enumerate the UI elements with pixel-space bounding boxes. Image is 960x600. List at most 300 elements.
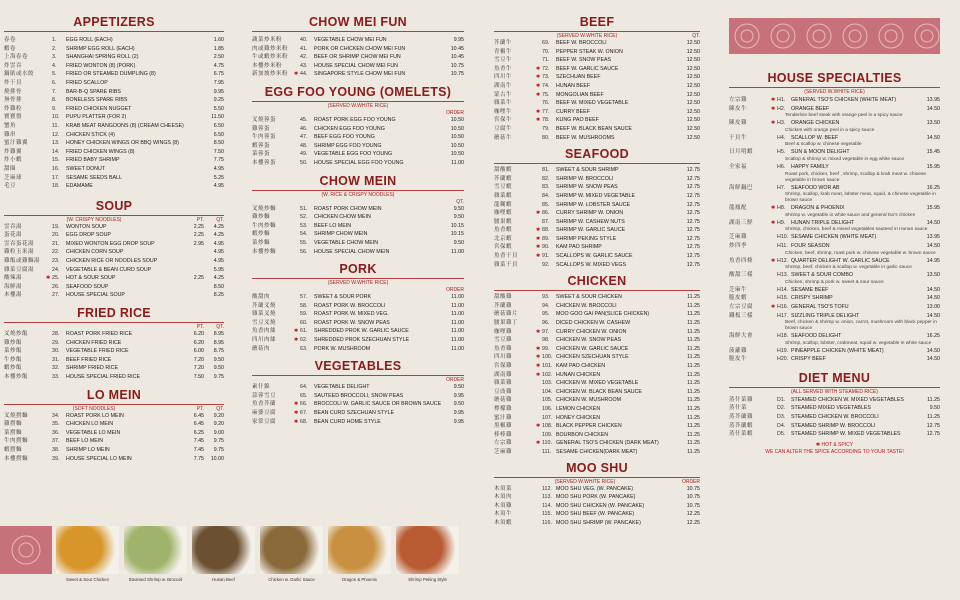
- menu-item[interactable]: [494, 319, 700, 328]
- item-name: BONELESS SPARE RIBS: [66, 97, 128, 104]
- section-title: MOO SHU: [566, 460, 628, 475]
- item-number: 77.: [542, 108, 550, 115]
- item-chinese-name: 炸雞翼: [4, 148, 23, 155]
- menu-item[interactable]: [4, 429, 224, 438]
- item-description: Chicken with orange peel in a spicy sauce: [785, 127, 875, 133]
- item-chinese-name: 雪豆牛: [494, 57, 513, 64]
- menu-item[interactable]: [494, 218, 700, 227]
- section-title: SOUP: [95, 198, 133, 213]
- items-chow-mei-fun: [252, 36, 464, 79]
- item-price: 10.00: [210, 455, 224, 462]
- item-price: 9.20: [213, 412, 224, 419]
- item-description: Chicken, beef, shrimp, roast pork w. chinese vegetable w. brown sauce: [785, 250, 936, 256]
- item-price: 12.50: [686, 108, 700, 115]
- menu-item[interactable]: [494, 405, 700, 414]
- item-number: 112.: [542, 485, 552, 492]
- menu-item[interactable]: [4, 455, 224, 464]
- item-price: 10.50: [450, 116, 464, 123]
- menu-item[interactable]: [494, 201, 700, 210]
- item-name: CHICKEN W. MUSHROOM: [556, 397, 622, 404]
- item-number: 101.: [542, 363, 553, 369]
- menu-item[interactable]: [494, 510, 700, 519]
- menu-item[interactable]: [252, 248, 464, 257]
- menu-item[interactable]: [494, 65, 700, 74]
- divider: [494, 477, 700, 478]
- item-number: 7.: [52, 88, 57, 95]
- menu-item[interactable]: [494, 502, 700, 511]
- item-price: 8.50: [213, 140, 224, 147]
- menu-item[interactable]: [252, 418, 464, 427]
- item-chinese-name: 芥蘭叉燒: [252, 302, 277, 309]
- item-chinese-name: 蝦撈麵: [4, 446, 23, 453]
- item-price: 14.50: [926, 219, 940, 226]
- hot-spicy-icon: ✱: [771, 219, 776, 226]
- item-chinese-name: 左宗雞: [494, 440, 513, 447]
- item-price-pt: 7.45: [193, 438, 204, 445]
- menu-item[interactable]: [252, 392, 464, 401]
- item-name: SHRIMP W. BROCCOLI: [556, 175, 614, 182]
- menu-item[interactable]: [494, 293, 700, 302]
- menu-item[interactable]: [252, 53, 464, 62]
- menu-item[interactable]: [4, 437, 224, 446]
- item-name: SIZZLING TRIPLE DELIGHT: [791, 312, 860, 319]
- menu-item[interactable]: [494, 252, 700, 261]
- menu-item[interactable]: [4, 139, 224, 148]
- item-price: 12.75: [686, 192, 700, 199]
- menu-item[interactable]: [494, 91, 700, 100]
- section-lo-mein: [4, 387, 224, 464]
- item-number: 62.: [300, 337, 308, 344]
- menu-item[interactable]: [4, 105, 224, 114]
- item-price: 12.75: [686, 261, 700, 268]
- item-price: 12.75: [686, 235, 700, 242]
- menu-item[interactable]: [729, 422, 940, 431]
- item-number: 73.: [542, 74, 550, 81]
- item-price: 8.50: [213, 283, 224, 290]
- item-name: FRIED CHICKEN NUGGET: [66, 105, 132, 112]
- hot-spicy-icon: ✱: [536, 82, 541, 89]
- sub-note: (SOFT NOODLES): [72, 405, 116, 412]
- item-price: 8.95: [213, 331, 224, 338]
- item-chinese-name: 素什錦: [252, 384, 271, 391]
- item-number: 91.: [542, 253, 550, 260]
- item-chinese-name: 蒜蓉雪豆: [252, 392, 277, 399]
- menu-item[interactable]: [4, 248, 224, 257]
- menu-item[interactable]: [252, 45, 464, 54]
- item-name: MOO SHU BEEF (W. PANCAKE): [556, 511, 635, 518]
- menu-item[interactable]: [4, 364, 224, 373]
- menu-item[interactable]: [252, 383, 464, 392]
- menu-item[interactable]: [494, 493, 700, 502]
- menu-item[interactable]: [494, 99, 700, 108]
- item-price: 9.50: [453, 384, 464, 391]
- menu-item[interactable]: [494, 261, 700, 270]
- item-number: 13.: [52, 140, 60, 147]
- menu-item[interactable]: [729, 119, 940, 128]
- item-chinese-name: 蜜汁雞翼: [4, 140, 29, 147]
- item-chinese-name: 木須蝦: [494, 519, 513, 526]
- menu-item[interactable]: [729, 242, 940, 251]
- item-name: CHICKEN W. MIXED VEGETABLE: [556, 380, 639, 387]
- section-title: DIET MENU: [798, 370, 871, 385]
- item-chinese-name: 本樓炒麵: [252, 248, 277, 255]
- item-name: VEGETABLE LO MEIN: [66, 429, 121, 436]
- item-name: ROAST PORK W. SNOW PEAS: [314, 319, 390, 326]
- menu-item[interactable]: [252, 70, 464, 79]
- menu-item[interactable]: [729, 148, 940, 157]
- item-chinese-name: 本樓炒米粉: [252, 62, 283, 69]
- item-price: 8.25: [213, 292, 224, 299]
- menu-item[interactable]: [729, 355, 940, 364]
- menu-item[interactable]: [252, 302, 464, 311]
- menu-item[interactable]: [252, 150, 464, 159]
- item-name: QUARTER DELIGHT W. GARLIC SAUCE: [791, 257, 890, 264]
- item-number: 108.: [542, 423, 553, 430]
- menu-item[interactable]: [729, 96, 940, 105]
- item-chinese-name: 龍鳳配: [729, 205, 748, 212]
- menu-item[interactable]: [252, 230, 464, 239]
- menu-item[interactable]: [494, 183, 700, 192]
- menu-item[interactable]: [4, 291, 224, 300]
- item-name: MOO SHU CHICKEN (W. PANCAKE): [556, 502, 645, 509]
- item-chinese-name: 雞粒玉米湯: [4, 249, 35, 256]
- menu-item[interactable]: [4, 53, 224, 62]
- menu-item[interactable]: [4, 165, 224, 174]
- menu-item[interactable]: [494, 439, 700, 448]
- menu-item[interactable]: [4, 339, 224, 348]
- menu-item[interactable]: [252, 36, 464, 45]
- item-name: SCALLOPS W. GARLIC SAUCE: [556, 253, 633, 260]
- hot-spicy-icon: ✱: [771, 105, 776, 112]
- menu-item[interactable]: [494, 192, 700, 201]
- menu-item[interactable]: [252, 239, 464, 248]
- item-name: BEEF OR SHRIMP CHOW MEI FUN: [314, 54, 401, 61]
- menu-item[interactable]: [729, 303, 940, 312]
- item-number: 46.: [300, 125, 308, 132]
- item-number: 9.: [52, 105, 57, 112]
- hot-spicy-icon: ✱: [771, 205, 776, 212]
- menu-item[interactable]: [494, 125, 700, 134]
- item-number: 80.: [542, 134, 550, 141]
- menu-item[interactable]: [494, 56, 700, 65]
- menu-item[interactable]: [494, 175, 700, 184]
- item-chinese-name: 豆豉雞: [494, 388, 513, 395]
- item-price: 11.25: [927, 396, 940, 403]
- item-number: 17.: [52, 174, 60, 181]
- menu-item[interactable]: [494, 116, 700, 125]
- menu-item[interactable]: [4, 131, 224, 140]
- item-price: 11.50: [211, 114, 224, 121]
- item-price: 11.00: [451, 159, 464, 166]
- menu-item[interactable]: [4, 36, 224, 45]
- divider: [252, 278, 464, 279]
- photo-caption: Sweet & Sour Chicken: [66, 577, 109, 582]
- menu-item[interactable]: [4, 412, 224, 421]
- hot-spicy-icon: ✱: [536, 345, 541, 352]
- item-price: 11.25: [687, 448, 700, 455]
- menu-item[interactable]: [4, 156, 224, 165]
- menu-item[interactable]: [494, 166, 700, 175]
- item-chinese-name: 北京蝦: [494, 235, 513, 242]
- item-name: SEAFOOD DELIGHT: [791, 333, 842, 340]
- item-chinese-name: 本樓撈麵: [4, 455, 29, 462]
- menu-item[interactable]: [252, 133, 464, 142]
- item-number: 8.: [52, 97, 57, 104]
- menu-item[interactable]: [252, 116, 464, 125]
- menu-item[interactable]: [729, 204, 940, 213]
- item-chinese-name: 蝦蓉蛋: [252, 142, 271, 149]
- menu-item[interactable]: [729, 312, 940, 321]
- menu-item[interactable]: [494, 353, 700, 362]
- item-number: 33.: [52, 374, 60, 380]
- menu-item[interactable]: [252, 222, 464, 231]
- items-lo-mein: [4, 412, 224, 464]
- menu-item[interactable]: [252, 319, 464, 328]
- menu-item[interactable]: [729, 163, 940, 172]
- section-beef: [494, 14, 700, 142]
- menu-item[interactable]: [494, 485, 700, 494]
- menu-item[interactable]: [729, 430, 940, 439]
- item-description: Beef, chicken & shrimp w. onion, carrot, mushroom with black pepper in brown sauce: [785, 320, 937, 332]
- menu-item[interactable]: [4, 231, 224, 240]
- col-header-qt: QT.: [216, 216, 224, 223]
- menu-item[interactable]: [252, 345, 464, 354]
- item-name: ROAST PORK W. BROCCOLI: [314, 302, 386, 309]
- menu-item[interactable]: [494, 396, 700, 405]
- item-name: CRISPY BEEF: [791, 356, 826, 363]
- item-name: CURRY BEEF: [556, 108, 590, 115]
- item-name: SZECHUAN BEEF: [556, 74, 601, 81]
- item-number: 10.: [52, 114, 60, 121]
- item-chinese-name: 上海春卷: [4, 54, 29, 61]
- menu-item[interactable]: [494, 310, 700, 319]
- item-chinese-name: 雜菜干貝: [494, 261, 519, 268]
- menu-item[interactable]: [729, 294, 940, 303]
- menu-item[interactable]: [494, 414, 700, 423]
- item-price: 13.95: [926, 234, 940, 241]
- menu-item[interactable]: [494, 422, 700, 431]
- item-chinese-name: 蝦炒麵: [252, 231, 271, 238]
- menu-item[interactable]: [494, 388, 700, 397]
- item-price: 16.25: [926, 184, 940, 191]
- menu-item[interactable]: [729, 271, 940, 280]
- section-chow-mein: [252, 173, 464, 257]
- item-number: 89.: [542, 235, 550, 242]
- menu-item[interactable]: [729, 404, 940, 413]
- menu-item[interactable]: [494, 73, 700, 82]
- menu-item[interactable]: [729, 396, 940, 405]
- menu-item[interactable]: [4, 420, 224, 429]
- item-number: 64.: [300, 384, 308, 391]
- menu-item[interactable]: [252, 62, 464, 71]
- menu-item[interactable]: [4, 446, 224, 455]
- item-number: 83.: [542, 184, 550, 191]
- menu-item[interactable]: [494, 336, 700, 345]
- menu-item[interactable]: [729, 332, 940, 341]
- menu-item[interactable]: [4, 88, 224, 97]
- item-number: 3.: [52, 54, 57, 61]
- food-image: [192, 526, 255, 574]
- item-chinese-name: 雲吞蛋花湯: [4, 240, 35, 247]
- item-name: SWEET & SOUR CHICKEN: [556, 294, 622, 301]
- menu-item[interactable]: [4, 113, 224, 122]
- menu-item[interactable]: [494, 519, 700, 528]
- item-price: 10.75: [450, 62, 464, 69]
- menu-item[interactable]: [4, 45, 224, 54]
- menu-item[interactable]: [4, 274, 224, 283]
- item-chinese-name: 魚香干貝: [494, 253, 519, 260]
- item-name: HUNAN CHICKEN: [556, 371, 601, 378]
- menu-item[interactable]: [4, 373, 224, 382]
- item-price: 9.75: [213, 446, 224, 453]
- menu-item[interactable]: [494, 448, 700, 457]
- menu-item[interactable]: [4, 174, 224, 183]
- menu-item[interactable]: [729, 413, 940, 422]
- item-number: 19.: [52, 223, 60, 230]
- item-number: 94.: [542, 302, 550, 309]
- menu-item[interactable]: [494, 431, 700, 440]
- section-title: APPETIZERS: [73, 15, 155, 29]
- menu-item[interactable]: [4, 356, 224, 365]
- menu-item[interactable]: [252, 400, 464, 409]
- item-price: 12.75: [686, 227, 700, 234]
- item-name: PEPPER STEAK W. ONION: [556, 48, 623, 55]
- menu-item[interactable]: [494, 235, 700, 244]
- item-price-pt: 6.00: [193, 348, 204, 355]
- item-price: 9.50: [213, 365, 224, 372]
- menu-item[interactable]: [494, 108, 700, 117]
- menu-item[interactable]: [4, 223, 224, 232]
- item-price: 10.45: [450, 54, 464, 61]
- item-name: STEAMED CHICKEN W. BROCCOLI: [791, 414, 879, 421]
- menu-item[interactable]: [252, 125, 464, 134]
- menu-item[interactable]: [252, 213, 464, 222]
- item-price-pt: 2.25: [193, 232, 204, 239]
- item-chinese-name: 芝麻球: [4, 174, 23, 181]
- menu-item[interactable]: [494, 345, 700, 354]
- item-number: 99.: [542, 345, 550, 352]
- item-price: 12.25: [686, 519, 700, 526]
- section-title: VEGETABLES: [314, 359, 402, 374]
- menu-item[interactable]: [252, 159, 464, 168]
- col-header-pt: PT.: [196, 216, 204, 223]
- menu-item[interactable]: [4, 283, 224, 292]
- item-name: SHRIMP W. GARLIC SAUCE: [556, 227, 626, 234]
- item-number: H11.: [777, 242, 788, 249]
- item-price: 5.50: [213, 105, 224, 112]
- item-price-pt: 7.75: [193, 455, 204, 462]
- menu-item[interactable]: [252, 310, 464, 319]
- item-number: 56.: [300, 248, 308, 255]
- menu-item[interactable]: [252, 336, 464, 345]
- menu-item[interactable]: [494, 379, 700, 388]
- item-price: 11.25: [687, 388, 700, 395]
- menu-item[interactable]: [494, 82, 700, 91]
- menu-item[interactable]: [729, 286, 940, 295]
- item-price: 13.95: [926, 97, 940, 103]
- menu-item[interactable]: [4, 257, 224, 266]
- menu-item[interactable]: [494, 39, 700, 48]
- menu-item[interactable]: [252, 409, 464, 418]
- item-name: HOT & SOUR SOUP: [66, 275, 116, 282]
- menu-item[interactable]: [494, 302, 700, 311]
- menu-item[interactable]: [494, 328, 700, 337]
- menu-item[interactable]: [729, 233, 940, 242]
- item-name: FRIED OR STEAMED DUMPLING (8): [66, 71, 156, 78]
- item-name: MONGOLIAN BEEF: [556, 91, 604, 98]
- item-chinese-name: 酸甜肉: [252, 294, 271, 301]
- item-price: 6.50: [213, 131, 224, 138]
- item-name: PUPU PLATTER (FOR 2): [66, 114, 127, 121]
- menu-item[interactable]: [4, 96, 224, 105]
- item-price-pt: 2.25: [193, 223, 204, 230]
- item-name: MOO GOO GAI PAN(SLICE CHICKEN): [556, 311, 650, 318]
- menu-item[interactable]: [494, 48, 700, 57]
- menu-item[interactable]: [252, 327, 464, 336]
- menu-item[interactable]: [252, 293, 464, 302]
- item-name: HOUSE SPECIAL FRIED RICE: [66, 374, 140, 380]
- item-description: Tenderloin beef steak with orange peel in a spicy sauce: [785, 113, 903, 119]
- item-number: 87.: [542, 218, 550, 225]
- item-chinese-name: 酸甜三樣: [729, 272, 754, 279]
- menu-item[interactable]: [4, 148, 224, 157]
- item-price: 10.75: [686, 485, 700, 492]
- item-chinese-name: 海鮮鍋巴: [729, 184, 754, 191]
- menu-item[interactable]: [729, 184, 940, 193]
- menu-item[interactable]: [252, 205, 464, 214]
- menu-item[interactable]: [494, 134, 700, 143]
- item-name: SHRIMP W. SNOW PEAS: [556, 184, 618, 191]
- item-name: SEAFOOD SOUP: [66, 283, 109, 290]
- item-description: Shrimp, chicken, beef & mixed vegetables sauteed in Hunan sauce: [785, 227, 928, 233]
- item-name: CHICKEN STICK (4): [66, 131, 115, 138]
- item-chinese-name: 宮保蝦: [494, 244, 513, 251]
- item-chinese-name: 新加坡炒米粉: [252, 71, 289, 78]
- item-number: 36.: [52, 429, 60, 436]
- menu-item[interactable]: [4, 79, 224, 88]
- item-name: VEGETABLE FRIED RICE: [66, 348, 129, 355]
- item-name: STEAMED MIXED VEGETABLES: [791, 405, 871, 412]
- menu-item[interactable]: [4, 62, 224, 71]
- item-chinese-name: 芝麻雞: [494, 448, 513, 455]
- items-egg-foo-young: [252, 116, 464, 168]
- item-price: 14.50: [926, 347, 940, 354]
- item-chinese-name: 雪豆雞: [494, 337, 513, 344]
- menu-item[interactable]: [252, 142, 464, 151]
- item-number: H7.: [777, 184, 786, 191]
- item-name: GENERAL TSO'S TOFU: [791, 303, 849, 310]
- menu-item[interactable]: [4, 70, 224, 79]
- menu-item[interactable]: [729, 105, 940, 114]
- item-number: 14.: [52, 148, 60, 155]
- menu-item[interactable]: [494, 243, 700, 252]
- menu-item[interactable]: [729, 257, 940, 266]
- menu-item[interactable]: [4, 240, 224, 249]
- menu-item[interactable]: [4, 266, 224, 275]
- menu-item[interactable]: [729, 347, 940, 356]
- menu-item[interactable]: [4, 122, 224, 131]
- menu-item[interactable]: [494, 362, 700, 371]
- menu-item[interactable]: [4, 182, 224, 191]
- item-price: 8.95: [213, 339, 224, 346]
- menu-item[interactable]: [4, 330, 224, 339]
- menu-item[interactable]: [494, 209, 700, 218]
- menu-item[interactable]: [4, 347, 224, 356]
- menu-item[interactable]: [494, 226, 700, 235]
- item-chinese-name: 蝦炒飯: [4, 365, 23, 372]
- item-name: CHICKEN EGG FOO YOUNG: [314, 125, 385, 132]
- menu-item[interactable]: [494, 371, 700, 380]
